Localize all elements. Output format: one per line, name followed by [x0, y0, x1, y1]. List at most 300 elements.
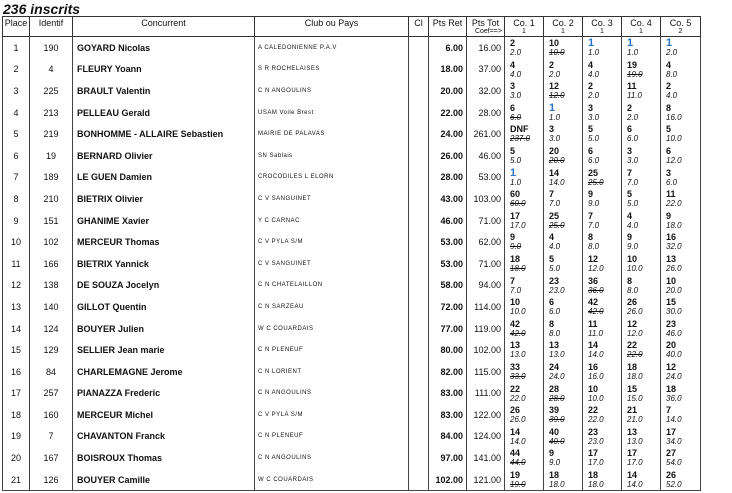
- pts-ret-cell: 82.00: [429, 361, 467, 383]
- pts-tot-cell: 62.00: [467, 231, 505, 253]
- class-cell: [409, 59, 429, 81]
- club-name: C N CHATELAILLON: [255, 275, 409, 297]
- race-result-cell: [661, 231, 701, 253]
- ident-cell: 129: [30, 339, 73, 361]
- race-place: 28: [549, 383, 560, 394]
- race-place: 4: [627, 210, 633, 221]
- race-result-cell: [622, 383, 661, 405]
- place-cell: 1: [3, 37, 30, 59]
- race-score: 7.0: [627, 177, 639, 187]
- race-score: 2.0: [549, 69, 561, 79]
- race-result-cell: [583, 167, 622, 189]
- race-result-cell: [544, 383, 583, 405]
- pts-ret-cell: 28.00: [429, 167, 467, 189]
- race-place: 27: [666, 448, 677, 459]
- race-place: 5: [627, 189, 633, 200]
- race-result-cell: [622, 296, 661, 318]
- race-place: 40: [549, 426, 560, 437]
- race-place: 18: [510, 253, 521, 264]
- race-score: 14.0: [510, 436, 526, 446]
- race-score: 11.0: [627, 91, 642, 101]
- race-score: 8.0: [549, 328, 561, 338]
- race-score: 22.0: [588, 415, 604, 425]
- race-place: 23: [549, 275, 560, 286]
- ident-cell: 7: [30, 426, 73, 448]
- race-place: 44: [510, 448, 521, 459]
- race-result-cell: [544, 361, 583, 383]
- race-result-cell: [622, 275, 661, 297]
- ident-cell: 219: [30, 123, 73, 145]
- club-name: CROCODILES L ELORN: [255, 167, 409, 189]
- class-cell: [409, 275, 429, 297]
- race-place: 1: [549, 101, 556, 114]
- pts-ret-cell: 97.00: [429, 447, 467, 469]
- table-row: [3, 210, 701, 232]
- race-score: 30.0: [666, 307, 682, 317]
- race-score: 26.0: [510, 415, 526, 425]
- pts-tot-cell: 32.00: [467, 80, 505, 102]
- race-score: 18.0: [666, 220, 682, 230]
- race-place: 13: [510, 340, 521, 351]
- race-result-cell: [544, 80, 583, 102]
- race-result-cell: [505, 339, 544, 361]
- class-cell: [409, 80, 429, 102]
- class-cell: [409, 37, 429, 59]
- race-place: 4: [510, 59, 516, 70]
- place-cell: 7: [3, 167, 30, 189]
- race-score: 15.0: [627, 393, 643, 403]
- race-place: 9: [588, 189, 594, 200]
- race-place: 6: [627, 124, 633, 135]
- table-row: [3, 404, 701, 426]
- race-result-cell: [544, 296, 583, 318]
- race-place: 9: [510, 232, 516, 243]
- race-score: 3.0: [627, 155, 639, 165]
- place-cell: 16: [3, 361, 30, 383]
- race-place: 26: [627, 297, 638, 308]
- col-header-cl: Cl: [409, 17, 429, 37]
- race-score: 3.0: [510, 91, 522, 101]
- coef-co4: 1: [639, 28, 643, 35]
- place-cell: 4: [3, 102, 30, 124]
- race-score: 7.0: [549, 199, 561, 209]
- race-result-cell: [622, 188, 661, 210]
- club-name: A CALEDONIENNE P.A.V: [255, 37, 409, 59]
- race-place: 17: [666, 426, 677, 437]
- table-row: [3, 296, 701, 318]
- race-score: 3.0: [588, 112, 600, 122]
- competitor-name: BRAULT Valentin: [73, 80, 255, 102]
- pts-tot-cell: 103.00: [467, 188, 505, 210]
- place-cell: 10: [3, 231, 30, 253]
- pts-tot-cell: 71.00: [467, 253, 505, 275]
- race-place: 3: [549, 124, 555, 135]
- race-result-cell: [583, 318, 622, 340]
- place-cell: 5: [3, 123, 30, 145]
- race-place: 6: [510, 102, 516, 113]
- race-place: 25: [549, 210, 560, 221]
- table-row: [3, 80, 701, 102]
- race-result-cell: [622, 37, 661, 59]
- race-place: 12: [549, 81, 560, 92]
- race-result-cell: [622, 167, 661, 189]
- place-cell: 6: [3, 145, 30, 167]
- race-result-cell: [622, 145, 661, 167]
- race-score: 9.0: [627, 242, 639, 252]
- race-place: 17: [627, 448, 638, 459]
- race-result-cell: [544, 37, 583, 59]
- table-row: [3, 59, 701, 81]
- race-place: 13: [549, 340, 560, 351]
- race-result-cell: [505, 361, 544, 383]
- race-place: 11: [588, 318, 598, 329]
- club-name: C V SANGUINET: [255, 253, 409, 275]
- race-place: 33: [510, 361, 521, 372]
- race-score: 24.0: [549, 371, 565, 381]
- col-header-place: Place: [3, 17, 30, 37]
- race-result-cell: [583, 145, 622, 167]
- race-result-cell: [661, 339, 701, 361]
- competitor-name: BONHOMME - ALLAIRE Sebastien: [73, 123, 255, 145]
- competitor-name: GILLOT Quentin: [73, 296, 255, 318]
- race-place: 5: [588, 124, 594, 135]
- race-result-cell: [544, 188, 583, 210]
- coef-co3: 1: [600, 28, 604, 35]
- race-score-discarded: 60.0: [510, 199, 526, 209]
- race-score-discarded: 20.0: [549, 155, 565, 165]
- race-result-cell: [583, 339, 622, 361]
- race-result-cell: [583, 275, 622, 297]
- race-result-cell: [622, 318, 661, 340]
- col-header-ident: Identif: [30, 17, 73, 37]
- pts-ret-cell: 26.00: [429, 145, 467, 167]
- race-result-cell: [544, 469, 583, 491]
- race-place: 11: [627, 81, 637, 92]
- race-place: 6: [666, 145, 672, 156]
- race-place: 26: [510, 405, 521, 416]
- race-place: 2: [510, 38, 516, 48]
- pts-tot-cell: 16.00: [467, 37, 505, 59]
- pts-ret-cell: 58.00: [429, 275, 467, 297]
- race-result-cell: [622, 210, 661, 232]
- race-score: 3.0: [549, 134, 561, 144]
- ident-cell: 210: [30, 188, 73, 210]
- competitor-name: BIETRIX Yannick: [73, 253, 255, 275]
- race-place: 21: [627, 405, 638, 416]
- class-cell: [409, 102, 429, 124]
- race-place: 20: [666, 340, 677, 351]
- race-result-cell: [622, 339, 661, 361]
- race-place: 3: [510, 81, 516, 92]
- race-score: 9.0: [549, 458, 561, 468]
- race-result-cell: [661, 426, 701, 448]
- race-score-discarded: 25.0: [549, 220, 565, 230]
- pts-ret-cell: 53.00: [429, 253, 467, 275]
- ident-cell: 189: [30, 167, 73, 189]
- race-result-cell: [661, 80, 701, 102]
- class-cell: [409, 339, 429, 361]
- table-row: [3, 426, 701, 448]
- race-place: 10: [549, 38, 560, 48]
- race-result-cell: [622, 231, 661, 253]
- race-score: 2.0: [627, 112, 639, 122]
- race-score-discarded: 28.0: [549, 393, 565, 403]
- race-place: 23: [666, 318, 677, 329]
- race-score: 4.0: [549, 242, 561, 252]
- race-score: 26.0: [627, 307, 643, 317]
- race-score: 4.0: [627, 220, 639, 230]
- race-result-cell: [583, 469, 622, 491]
- ident-cell: 257: [30, 383, 73, 405]
- race-score: 14.0: [588, 350, 604, 360]
- competitor-name: BOUYER Julien: [73, 318, 255, 340]
- col-header-co4: Co. 4 1: [622, 17, 661, 37]
- race-place: 8: [588, 232, 594, 243]
- club-name: MAIRIE DE PALAVAS: [255, 123, 409, 145]
- race-place: 14: [627, 469, 638, 480]
- race-score: 18.0: [549, 479, 565, 489]
- race-result-cell: [583, 37, 622, 59]
- pts-ret-cell: 22.00: [429, 102, 467, 124]
- race-score: 36.0: [666, 393, 682, 403]
- class-cell: [409, 426, 429, 448]
- place-cell: 14: [3, 318, 30, 340]
- ident-cell: 213: [30, 102, 73, 124]
- place-cell: 12: [3, 275, 30, 297]
- race-score: 10.0: [666, 134, 682, 144]
- race-place: 4: [588, 59, 594, 70]
- club-name: C N LORIENT: [255, 361, 409, 383]
- race-result-cell: [505, 102, 544, 124]
- class-cell: [409, 361, 429, 383]
- race-result-cell: [505, 37, 544, 59]
- pts-tot-cell: 37.00: [467, 59, 505, 81]
- race-result-cell: [583, 59, 622, 81]
- class-cell: [409, 210, 429, 232]
- race-place: 7: [666, 405, 672, 416]
- race-score: 1.0: [510, 177, 522, 187]
- race-result-cell: [661, 167, 701, 189]
- class-cell: [409, 469, 429, 491]
- pts-ret-cell: 46.00: [429, 210, 467, 232]
- race-result-cell: [661, 59, 701, 81]
- competitor-name: GHANIME Xavier: [73, 210, 255, 232]
- race-result-cell: [544, 59, 583, 81]
- pts-ret-cell: 24.00: [429, 123, 467, 145]
- race-place: 6: [588, 145, 594, 156]
- race-place: 1: [666, 37, 673, 49]
- race-score: 20.0: [666, 285, 682, 295]
- results-body: [3, 37, 701, 491]
- club-name: C N ANGOULINS: [255, 383, 409, 405]
- table-row: [3, 383, 701, 405]
- competitor-name: GOYARD Nicolas: [73, 37, 255, 59]
- race-place: 22: [588, 405, 599, 416]
- race-result-cell: [505, 426, 544, 448]
- race-score: 24.0: [666, 371, 682, 381]
- pts-tot-cell: 122.00: [467, 404, 505, 426]
- race-score-discarded: 18.0: [510, 263, 526, 273]
- race-place: 2: [666, 81, 672, 92]
- race-result-cell: [622, 404, 661, 426]
- race-score: 6.0: [627, 134, 639, 144]
- race-result-cell: [505, 188, 544, 210]
- competitor-name: PELLEAU Gerald: [73, 102, 255, 124]
- page-title: 236 inscrits: [3, 1, 81, 17]
- race-place: 3: [666, 167, 672, 178]
- race-place: 24: [549, 361, 560, 372]
- competitor-name: MERCEUR Thomas: [73, 231, 255, 253]
- race-place: 10: [666, 275, 677, 286]
- class-cell: [409, 167, 429, 189]
- race-place: 16: [666, 232, 677, 243]
- race-result-cell: [622, 59, 661, 81]
- race-place: 11: [666, 189, 676, 200]
- race-score-discarded: 40.0: [549, 436, 565, 446]
- race-result-cell: [622, 469, 661, 491]
- col-header-co5: Co. 5 2: [661, 17, 701, 37]
- race-score-discarded: 33.0: [510, 371, 526, 381]
- coef-co2: 1: [561, 28, 565, 35]
- place-cell: 3: [3, 80, 30, 102]
- pts-tot-cell: 53.00: [467, 167, 505, 189]
- ident-cell: 166: [30, 253, 73, 275]
- race-score-discarded: 44.0: [510, 458, 526, 468]
- race-place: 14: [549, 167, 560, 178]
- race-place: DNF: [510, 124, 529, 135]
- race-result-cell: [505, 145, 544, 167]
- race-result-cell: [544, 318, 583, 340]
- race-place: 17: [510, 210, 521, 221]
- place-cell: 8: [3, 188, 30, 210]
- race-result-cell: [661, 37, 701, 59]
- race-result-cell: [505, 210, 544, 232]
- race-place: 19: [627, 59, 638, 70]
- place-cell: 9: [3, 210, 30, 232]
- class-cell: [409, 296, 429, 318]
- ident-cell: 140: [30, 296, 73, 318]
- class-cell: [409, 123, 429, 145]
- race-result-cell: [583, 361, 622, 383]
- pts-ret-cell: 84.00: [429, 426, 467, 448]
- competitor-name: MERCEUR Michel: [73, 404, 255, 426]
- pts-tot-cell: 102.00: [467, 339, 505, 361]
- pts-ret-cell: 20.00: [429, 80, 467, 102]
- pts-tot-cell: 28.00: [467, 102, 505, 124]
- class-cell: [409, 447, 429, 469]
- race-score: 23.0: [588, 436, 604, 446]
- race-place: 6: [549, 297, 555, 308]
- ident-cell: 138: [30, 275, 73, 297]
- race-result-cell: [544, 231, 583, 253]
- pts-tot-cell: 141.00: [467, 447, 505, 469]
- place-cell: 15: [3, 339, 30, 361]
- race-score: 13.0: [510, 350, 526, 360]
- race-score: 4.0: [510, 69, 522, 79]
- race-score-discarded: 237.0: [510, 134, 531, 144]
- place-cell: 20: [3, 447, 30, 469]
- race-place: 2: [588, 81, 594, 92]
- race-score-discarded: 10.0: [549, 48, 565, 57]
- table-row: [3, 275, 701, 297]
- pts-tot-cell: 111.00: [467, 383, 505, 405]
- race-score: 10.0: [588, 393, 604, 403]
- race-place: 1: [510, 166, 517, 179]
- race-score-discarded: 42.0: [510, 328, 526, 338]
- race-place: 8: [549, 318, 555, 329]
- race-result-cell: [544, 145, 583, 167]
- ident-cell: 151: [30, 210, 73, 232]
- race-result-cell: [622, 123, 661, 145]
- race-score: 2.0: [588, 91, 600, 101]
- race-result-cell: [544, 404, 583, 426]
- race-score: 6.0: [588, 155, 600, 165]
- ident-cell: 167: [30, 447, 73, 469]
- race-result-cell: [583, 447, 622, 469]
- race-result-cell: [661, 296, 701, 318]
- race-place: 3: [627, 145, 633, 156]
- club-name: C N ANGOULINS: [255, 80, 409, 102]
- pts-ret-cell: 83.00: [429, 404, 467, 426]
- race-score: 46.0: [666, 328, 682, 338]
- race-result-cell: [583, 80, 622, 102]
- race-result-cell: [661, 102, 701, 124]
- pts-tot-cell: 114.00: [467, 296, 505, 318]
- race-score: 8.0: [666, 69, 678, 79]
- ident-cell: 190: [30, 37, 73, 59]
- race-result-cell: [505, 447, 544, 469]
- place-cell: 13: [3, 296, 30, 318]
- race-score: 5.0: [510, 155, 522, 165]
- club-name: C V PYLA S/M: [255, 231, 409, 253]
- race-place: 19: [510, 469, 521, 480]
- race-result-cell: [583, 253, 622, 275]
- competitor-name: CHAVANTON Franck: [73, 426, 255, 448]
- race-place: 7: [510, 275, 516, 286]
- race-place: 5: [510, 145, 516, 156]
- pts-tot-cell: 124.00: [467, 426, 505, 448]
- club-name: SN Sablais: [255, 145, 409, 167]
- race-place: 42: [588, 297, 599, 308]
- place-cell: 18: [3, 404, 30, 426]
- race-place: 7: [627, 167, 633, 178]
- pts-ret-cell: 72.00: [429, 296, 467, 318]
- race-place: 15: [627, 383, 638, 394]
- race-score: 22.0: [666, 199, 682, 209]
- competitor-name: FLEURY Yoann: [73, 59, 255, 81]
- table-row: [3, 145, 701, 167]
- race-place: 18: [666, 383, 677, 394]
- race-result-cell: [505, 296, 544, 318]
- race-result-cell: [544, 123, 583, 145]
- competitor-name: BOUYER Camille: [73, 469, 255, 491]
- club-name: S R ROCHELAISES: [255, 59, 409, 81]
- race-score: 17.0: [588, 458, 604, 468]
- pts-ret-cell: 83.00: [429, 383, 467, 405]
- ident-cell: 126: [30, 469, 73, 491]
- race-place: 9: [549, 448, 555, 459]
- race-place: 18: [627, 361, 638, 372]
- race-place: 7: [588, 210, 594, 221]
- race-score: 23.0: [549, 285, 565, 295]
- race-score: 34.0: [666, 436, 682, 446]
- col-header-club: Club ou Pays: [255, 17, 409, 37]
- race-score: 5.0: [627, 199, 639, 209]
- race-result-cell: [583, 231, 622, 253]
- table-row: [3, 361, 701, 383]
- pts-ret-cell: 6.00: [429, 37, 467, 59]
- place-cell: 21: [3, 469, 30, 491]
